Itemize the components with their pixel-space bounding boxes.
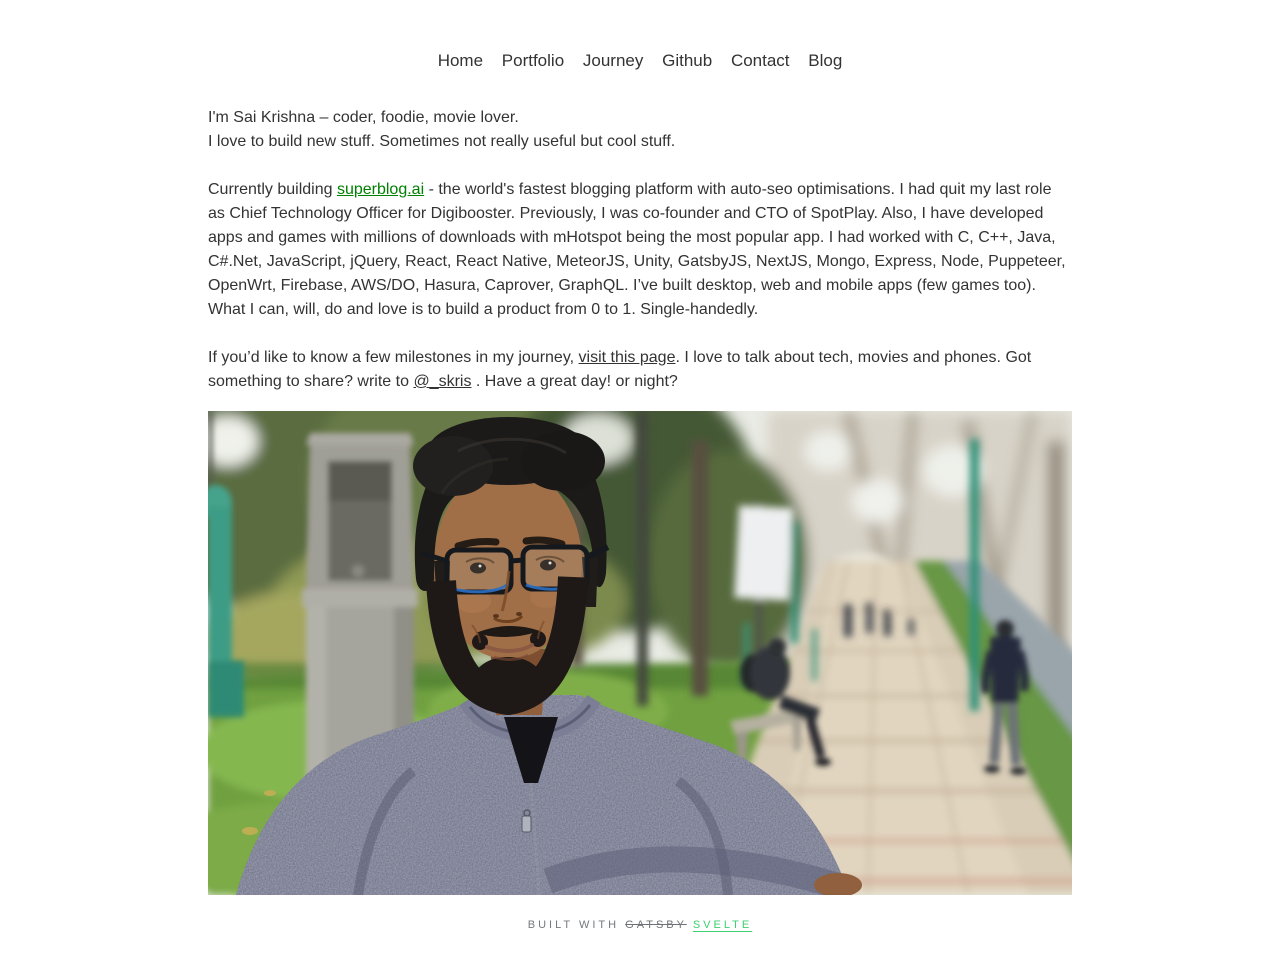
- nav-link-contact[interactable]: Contact: [730, 51, 790, 70]
- top-navigation: [0, 0, 1280, 70]
- footer-svelte-link[interactable]: SVELTE: [692, 919, 753, 931]
- bio-intro: [208, 106, 1072, 154]
- profile-photo: [208, 411, 1072, 895]
- nav-link-portfolio[interactable]: Portfolio: [501, 51, 565, 70]
- bio-p3-seg2: . I love to talk about tech, movies and phones. Got something to share? write to: [208, 349, 1032, 390]
- photo-sign-board: [735, 506, 794, 601]
- nav-link-home[interactable]: Home: [437, 51, 484, 70]
- footer-gatsby-label: GATSBY: [625, 919, 687, 931]
- bio-paragraph-work: [208, 178, 1072, 322]
- bio-p2-text-after: - the world's fastest blogging platform with auto-seo optimisations. I had quit my last role as Chief Technology Officer for Digibooster. Previously, I was co-founder and CTO of SpotPlay. Also, I have developed apps and games with millions of downloads with mHotspot being the most popular app. I had worked with C, C++, Java, C#.Net, JavaScript, jQuery, React, React Native, MeteorJS, Unity, GatsbyJS, NextJS, Mongo, Express, Node, Puppeteer, OpenWrt, Firebase, AWS/DO, Hasura, Caprover, GraphQL. I’ve built desktop, web and mobile apps (few games too). What I can, will, do and love is to build a product from 0 to 1. Single-handedly.: [208, 181, 1066, 318]
- bio-section: [208, 106, 1072, 895]
- site-footer: [0, 895, 1280, 951]
- bio-p2-text-before: Currently building: [208, 181, 337, 198]
- footer-built-with-label: BUILT WITH: [527, 919, 620, 931]
- nav-link-journey[interactable]: Journey: [582, 51, 644, 70]
- bio-intro-line2: I love to build new stuff. Sometimes not really useful but cool stuff.: [208, 133, 676, 150]
- bio-paragraph-contact: [208, 346, 1072, 394]
- nav-link-github[interactable]: Github: [662, 51, 713, 70]
- superblog-link[interactable]: superblog.ai: [336, 181, 425, 198]
- bio-intro-line1: I'm Sai Krishna – coder, foodie, movie lover.: [208, 109, 519, 126]
- bio-p3-seg4: . Have a great day! or night?: [471, 373, 678, 390]
- nav-link-blog[interactable]: Blog: [808, 51, 843, 70]
- twitter-handle-link[interactable]: @_skris: [413, 373, 472, 390]
- journey-page-link[interactable]: visit this page: [578, 349, 676, 366]
- bio-p3-seg0: If you’d like to know a few milestones in my journey,: [208, 349, 579, 366]
